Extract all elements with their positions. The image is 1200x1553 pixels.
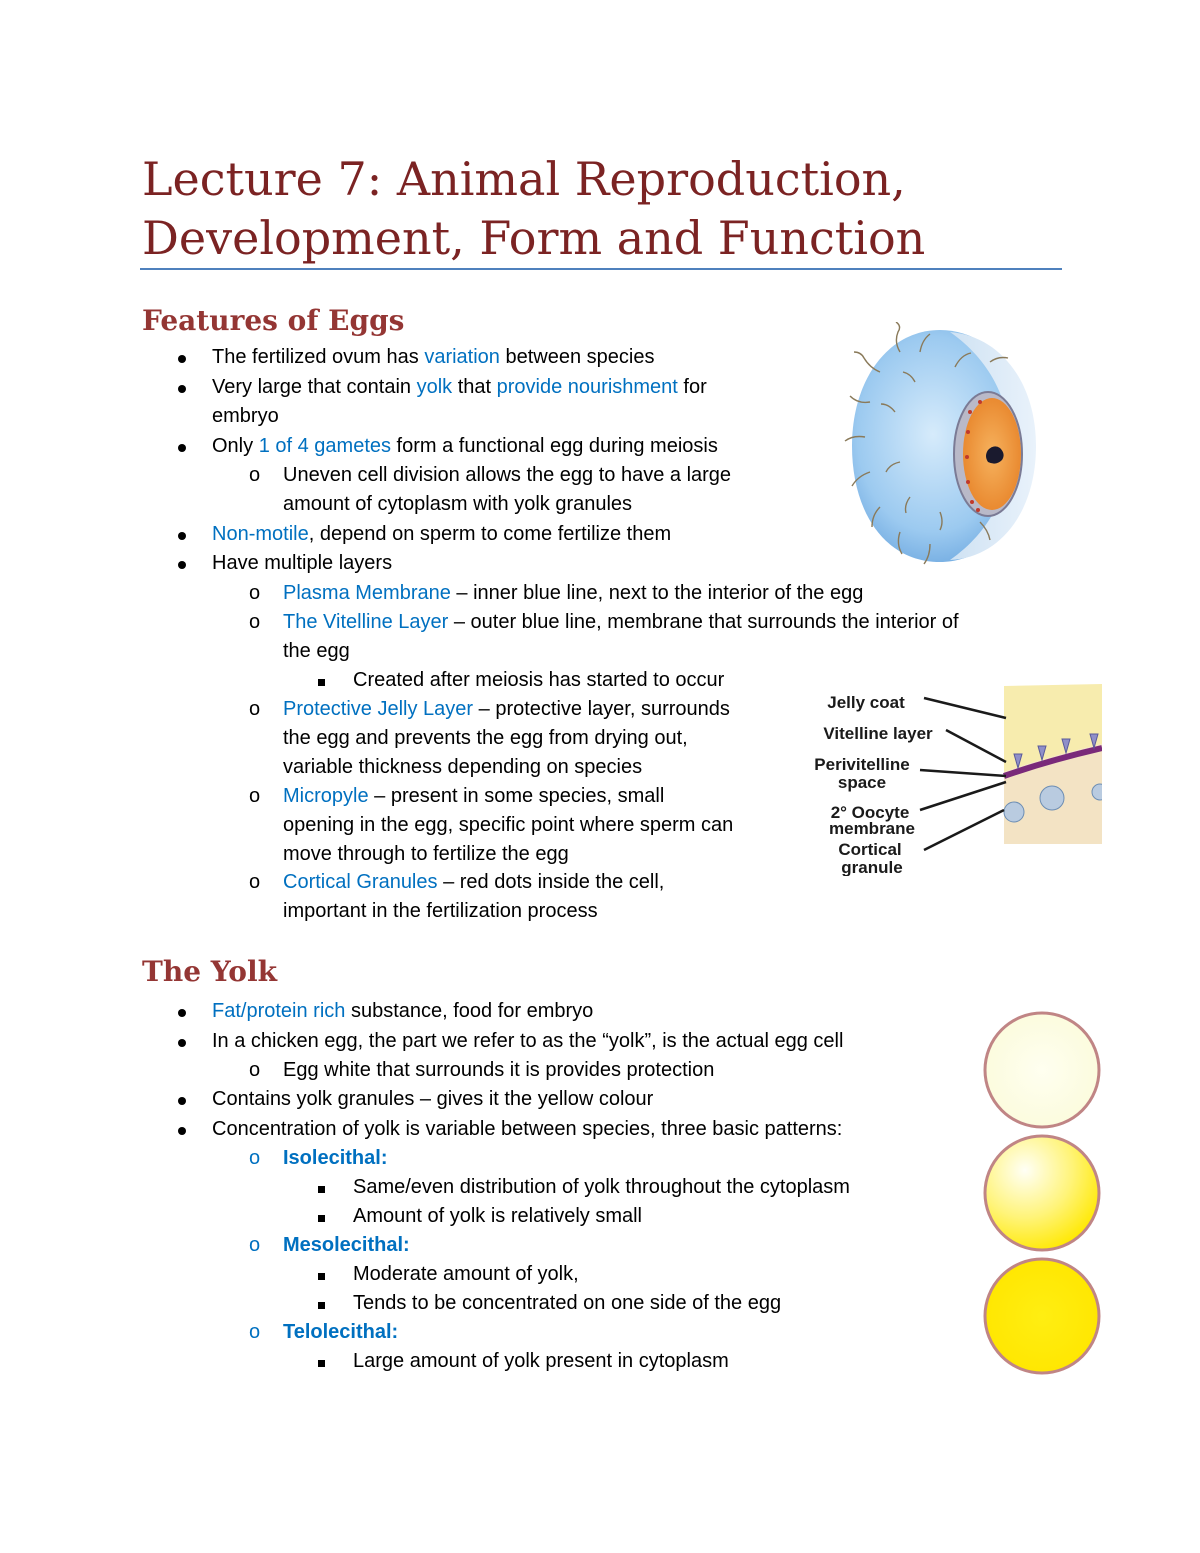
list-bullet [178,1115,186,1144]
bullet-icon [178,1039,186,1047]
subsublist-item: Moderate amount of yolk, [353,1263,579,1285]
subsublist-item: Same/even distribution of yolk throughout the cytoplasm [353,1176,850,1198]
list-bullet [178,1085,186,1114]
sublist-item-continuation: opening in the egg, specific point where sperm can [283,814,734,836]
label-perivitelline-1: Perivitelline [814,755,910,774]
square-bullet-icon [318,1360,325,1367]
sublist-marker: o [249,785,261,807]
list-item: Only 1 of 4 gametes form a functional egg during meiosis [212,435,718,457]
subsublist-item: Created after meiosis has started to occur [353,669,725,691]
sublist-item-isolecithal: Isolecithal: [283,1147,388,1169]
list-bullet [178,997,186,1026]
subsublist-item: Amount of yolk is relatively small [353,1205,642,1227]
list-item-continuation: embryo [212,405,279,427]
sublist-marker: o [249,1059,261,1081]
sublist-item-telolecithal: Telolecithal: [283,1321,399,1343]
telolecithal-circle [985,1259,1099,1373]
list-item: Non-motile, depend on sperm to come fertilize them [212,523,672,545]
label-cortical-1: Cortical [838,840,902,859]
sublist-item-continuation: variable thickness depending on species [283,756,643,778]
sublist-item-continuation: move through to fertilize the egg [283,843,569,865]
sublist-marker: o [249,871,261,893]
sublist-item: Egg white that surrounds it is provides protection [283,1059,715,1081]
label-perivitelline-2: space [837,773,887,792]
square-bullet-icon [318,1215,325,1222]
sublist-marker: o [249,464,261,486]
bullet-icon [178,385,186,393]
isolecithal-circle [985,1013,1099,1127]
subsublist-marker [318,1289,325,1318]
section-heading-eggs: Features of Eggs [142,304,405,337]
square-bullet-icon [318,1302,325,1309]
subsublist-marker [318,1173,325,1202]
bullet-icon [178,444,186,452]
label-cortical-2: granule [841,858,903,876]
page-title [142,150,1072,268]
sublist-marker: o [249,1147,261,1169]
egg-layers-diagram [800,684,1102,876]
subsublist-marker [318,1260,325,1289]
list-item: In a chicken egg, the part we refer to as the “yolk”, is the actual egg cell [212,1030,844,1052]
label-oocyte-1: 2° Oocyte [830,803,910,822]
egg-illustration [840,322,1040,570]
list-bullet [178,373,186,402]
label-oocyte-2: membrane [829,819,915,838]
sublist-item-continuation: the egg [283,640,350,662]
list-bullet [178,1027,186,1056]
sublist-item: Micropyle – present in some species, small [283,785,665,807]
subsublist-item: Large amount of yolk present in cytoplasm [353,1350,729,1372]
list-bullet [178,549,186,578]
sublist-marker: o [249,1321,261,1343]
list-bullet [178,432,186,461]
sublist-marker: o [249,582,261,604]
list-item: Very large that contain yolk that provide nourishment for [212,376,707,398]
sublist-item-continuation: important in the fertilization process [283,900,598,922]
sublist-marker: o [249,611,261,633]
list-item: Have multiple layers [212,552,393,574]
label-jelly-coat: Jelly coat [827,693,905,712]
bullet-icon [178,1097,186,1105]
label-vitelline-layer: Vitelline layer [823,724,933,743]
sublist-marker: o [249,698,261,720]
label-leader-lines [920,698,1006,850]
subsublist-marker [318,666,325,695]
bullet-icon [178,532,186,540]
sublist-marker: o [249,1234,261,1256]
sublist-item-continuation: amount of cytoplasm with yolk granules [283,493,633,515]
sublist-item-mesolecithal: Mesolecithal: [283,1234,410,1256]
list-item: Contains yolk granules – gives it the yellow colour [212,1088,654,1110]
list-item: Concentration of yolk is variable between species, three basic patterns: [212,1118,843,1140]
title-underline [140,268,1062,270]
title-line-2: Development, Form and Function [142,211,926,265]
title-line-1: Lecture 7: Animal Reproduction, [142,152,906,206]
section-heading-yolk: The Yolk [142,955,278,988]
mesolecithal-circle [985,1136,1099,1250]
sublist-item: Cortical Granules – red dots inside the cell, [283,871,665,893]
bullet-icon [178,1127,186,1135]
square-bullet-icon [318,1273,325,1280]
list-bullet [178,343,186,372]
subsublist-item: Tends to be concentrated on one side of the egg [353,1292,782,1314]
list-item: The fertilized ovum has variation between species [212,346,655,368]
subsublist-marker [318,1202,325,1231]
yolk-circles-illustration [980,1010,1104,1376]
layers-illustration [1004,684,1102,844]
bullet-icon [178,355,186,363]
subsublist-marker [318,1347,325,1376]
bullet-icon [178,1009,186,1017]
egg-cell-cross-section [954,392,1022,516]
sublist-item: Plasma Membrane – inner blue line, next to the interior of the egg [283,582,864,604]
list-bullet [178,520,186,549]
bullet-icon [178,561,186,569]
sublist-item: Uneven cell division allows the egg to have a large [283,464,732,486]
sublist-item: Protective Jelly Layer – protective layer, surrounds [283,698,730,720]
sublist-item: The Vitelline Layer – outer blue line, membrane that surrounds the interior of [283,611,959,633]
square-bullet-icon [318,1186,325,1193]
list-item: Fat/protein rich substance, food for embryo [212,1000,594,1022]
square-bullet-icon [318,679,325,686]
sublist-item-continuation: the egg and prevents the egg from drying out, [283,727,688,749]
